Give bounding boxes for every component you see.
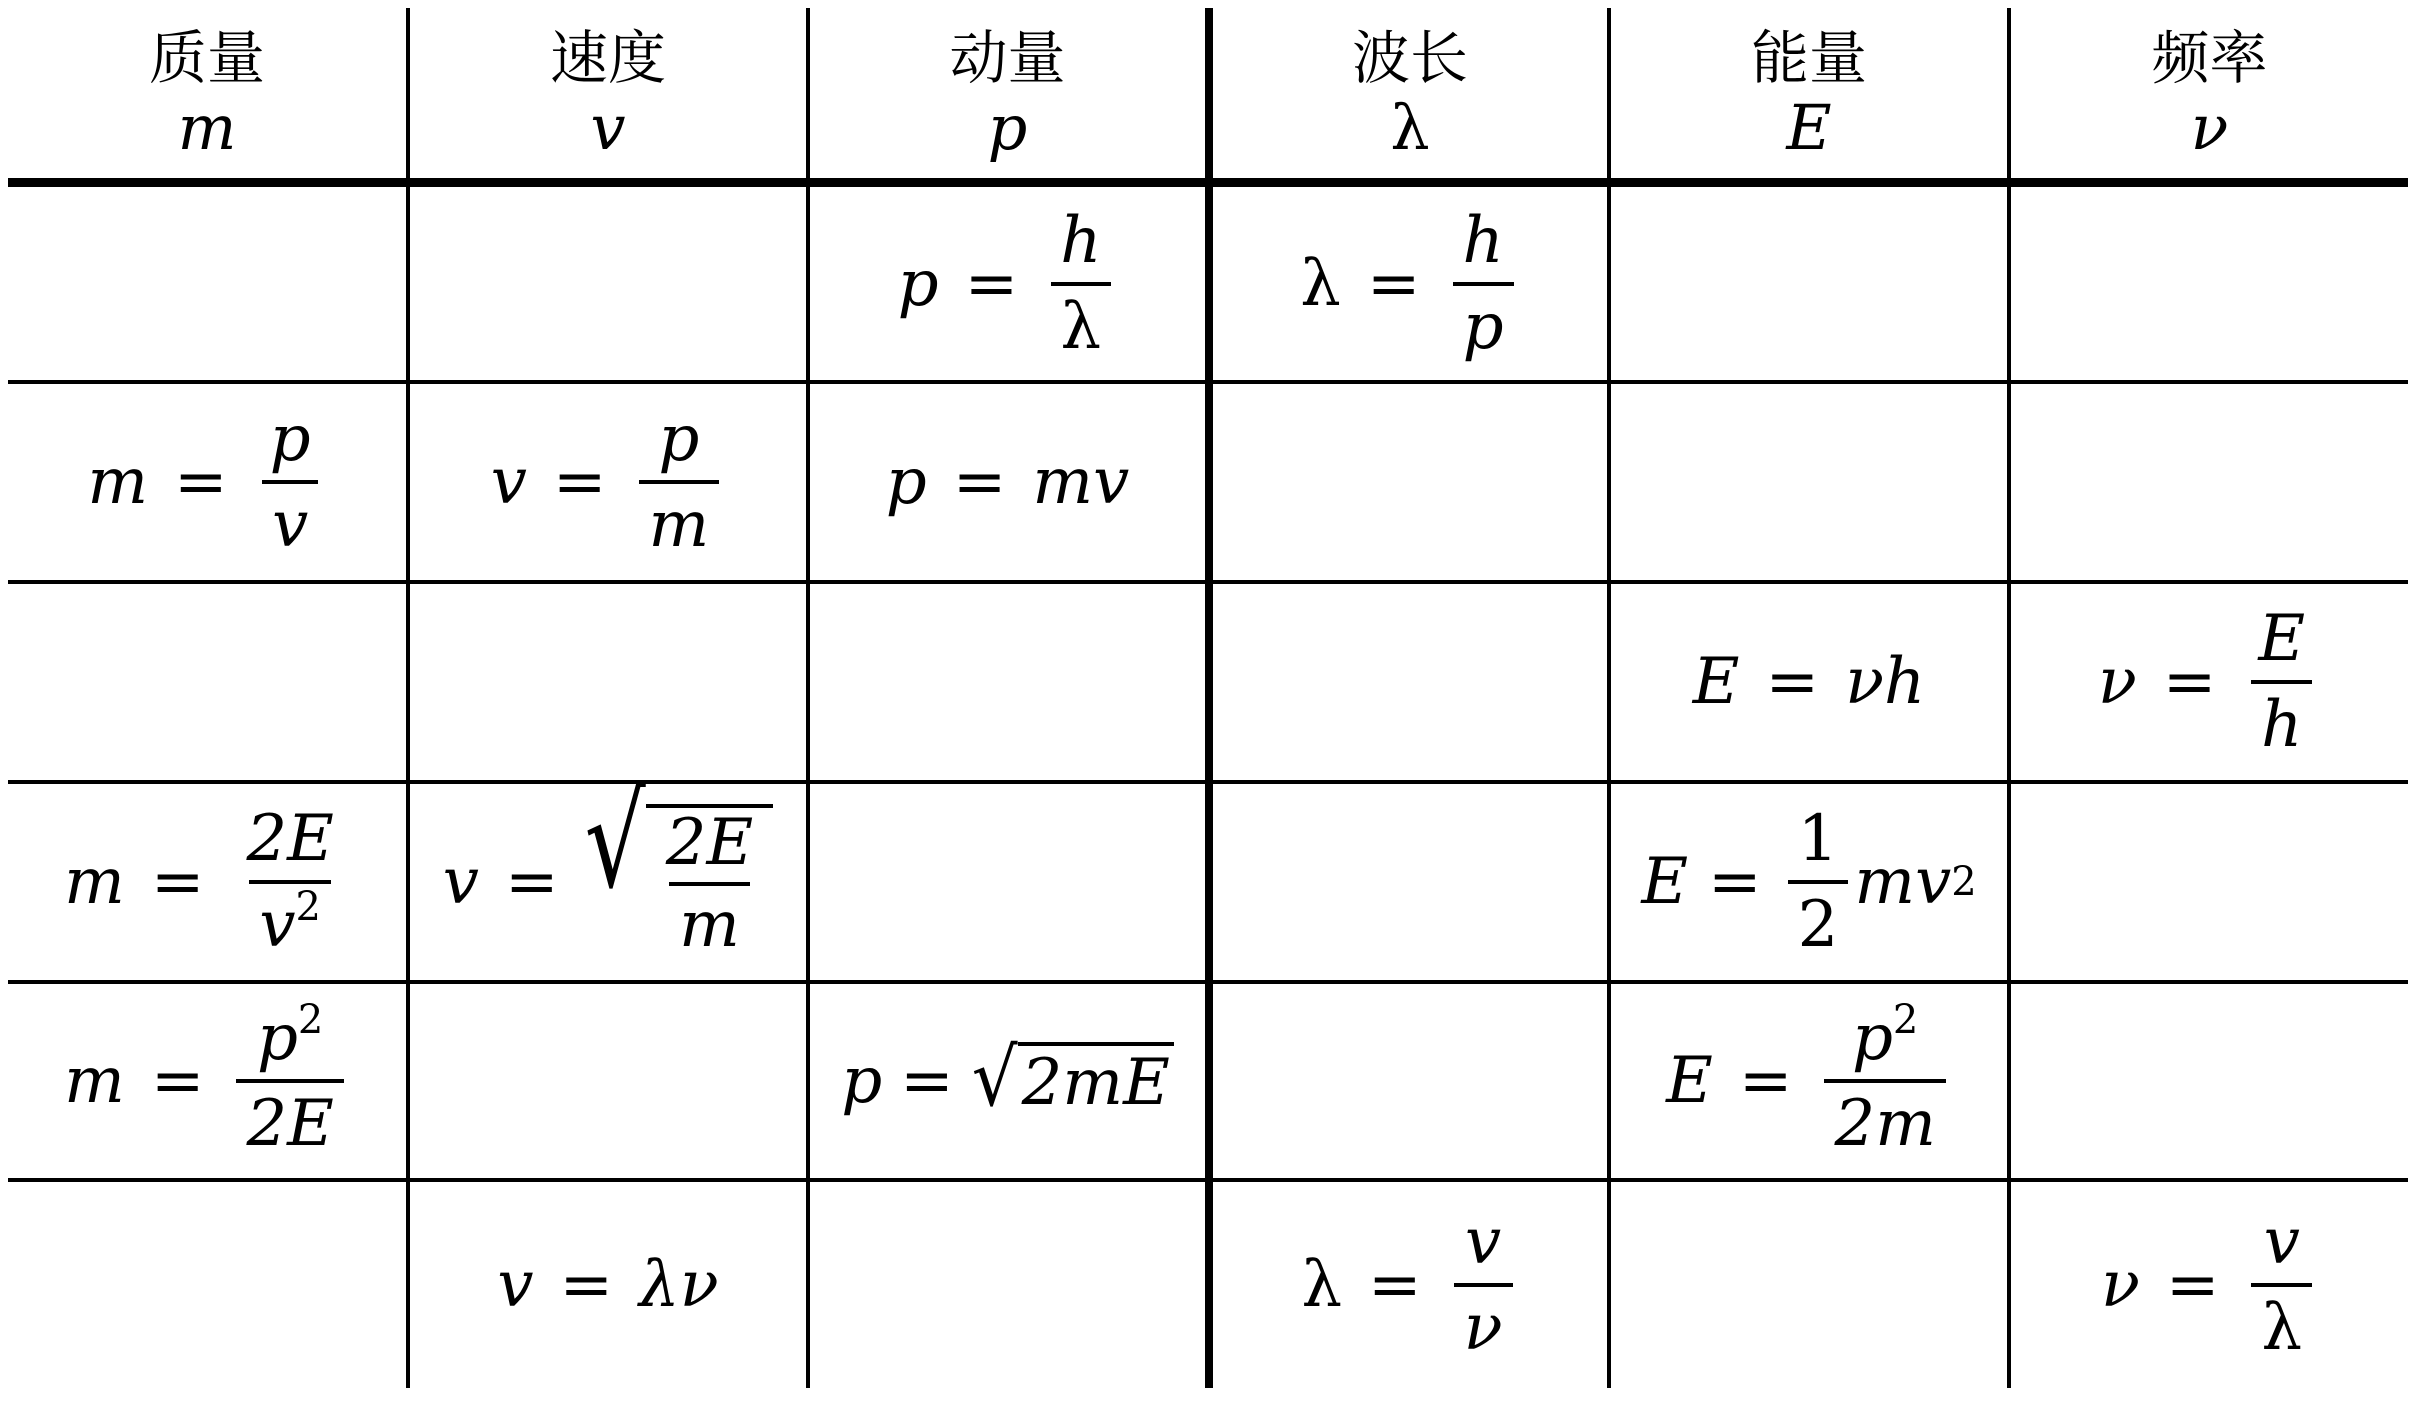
formula-rhs: λν [639,1248,719,1322]
fraction-numerator: v [1465,1205,1502,1279]
header-symbol: m [177,91,237,164]
equals-sign: = [964,246,1019,321]
formula-lhs: p [841,1044,883,1118]
fraction-numerator: 2E [665,806,754,880]
header-label: 动量 [949,24,1066,92]
exponent: 2 [1892,997,1919,1043]
formula-velocity-from-energy [442,765,773,962]
formula-lhs: λ [1301,1248,1343,1322]
fraction-numerator: h [1462,203,1504,278]
cell-r3c6 [2011,584,2408,780]
equals-sign: = [150,845,205,919]
formula-energy-from-momentum [1666,997,1952,1161]
equals-sign: = [1708,845,1762,919]
square-root [584,765,774,962]
fraction-denominator [249,880,331,962]
formula-rhs: mv [1032,445,1130,519]
formula-rhs: νh [1845,645,1926,719]
header-label: 速度 [549,24,666,92]
equals-sign: = [174,445,228,519]
exponent: 2 [295,884,321,930]
formula-lhs: E [1641,845,1689,919]
cell-r1c4 [1213,187,1607,380]
square-root [971,1031,1174,1124]
equals-sign: = [559,1248,614,1322]
formula-wavelength-from-frequency [1301,1205,1518,1365]
fraction-denominator: 2 [1788,880,1849,962]
fraction [236,802,343,962]
formula-energy-from-frequency [1693,645,1925,719]
formula-mass-from-momentum-energy [64,997,350,1161]
header-symbol: ν [2190,91,2229,164]
formula-wavelength-from-momentum [1300,204,1519,364]
fraction-numerator: E [2258,602,2306,676]
fraction-denominator: m [669,882,750,960]
header-label: 频率 [2151,24,2268,92]
fraction-numerator [247,997,333,1079]
formula-momentum-from-wavelength [898,204,1118,364]
equals-sign: = [1368,1248,1422,1322]
formula-momentum-from-energy [841,1031,1174,1124]
formula-frequency-from-energy [2098,602,2321,762]
fraction [639,402,720,562]
fraction-denominator: h [2251,680,2312,762]
header-mass [8,10,406,176]
formula-lhs: v [442,845,479,919]
header-velocity [410,10,806,176]
fraction [236,997,343,1161]
header-divider-thick [8,178,2408,187]
fraction-denominator: ν [1454,1283,1513,1365]
equals-sign: = [2162,645,2217,719]
formula-lhs: λ [1300,246,1341,321]
cell-r6c4 [1213,1182,1607,1388]
cell-r4c2 [410,765,806,980]
equals-sign: = [952,445,1007,519]
formula-lhs: ν [2097,645,2137,719]
fraction-numerator: h [1060,203,1102,278]
fraction-denominator: p [1453,282,1514,364]
denominator-base: v [259,888,296,962]
header-frequency [2011,10,2408,176]
formula-mass-from-momentum [87,402,326,562]
fraction-denominator: v [262,480,318,562]
equals-sign: = [1366,246,1421,321]
formula-lhs: m [87,445,149,519]
header-symbol: v [590,91,626,164]
cell-r6c6 [2011,1182,2408,1388]
cell-r5c3 [810,984,1205,1178]
equals-sign: = [552,445,607,519]
fraction [1454,1205,1513,1365]
header-energy [1611,10,2007,176]
formula-lhs: m [64,1044,125,1118]
fraction-denominator: 2m [1824,1079,1945,1161]
equals-sign: = [1765,645,1820,719]
cell-r5c1 [8,984,406,1178]
formula-lhs: E [1666,1044,1713,1118]
fraction-denominator: λ [2251,1283,2312,1365]
formula-velocity-from-momentum [491,402,725,562]
fraction [656,808,763,960]
header-label: 能量 [1750,24,1867,92]
formula-lhs: v [497,1248,534,1322]
formula-tail: mv [1854,845,1952,919]
fraction [1824,997,1945,1161]
formula-kinetic-energy: E = $\frac{1}{2}$ mv 2 [1641,802,1977,962]
cell-r4c5 [1611,784,2007,980]
header-label: 波长 [1351,24,1468,92]
formula-lhs: ν [2100,1248,2140,1322]
cell-r2c3 [810,384,1205,580]
radical-sign-icon: √ [971,1031,1018,1124]
equals-sign: = [504,845,559,919]
numerator-base: p [256,1001,298,1075]
fraction-denominator: m [639,480,720,562]
radicand: 2mE [1018,1042,1174,1120]
equals-sign: = [900,1044,954,1118]
cell-r3c5 [1611,584,2007,780]
formula-frequency-from-wavelength [2101,1205,2318,1365]
cell-r5c5 [1611,984,2007,1178]
fraction [1452,204,1513,364]
fraction-numerator: v [2263,1205,2300,1279]
fraction-numerator: p [269,402,311,476]
formula-momentum-definition [886,445,1129,519]
numerator-base: p [1851,1001,1893,1075]
equals-sign: = [2165,1248,2220,1322]
formula-lhs: p [897,246,939,321]
cell-r1c3 [810,187,1205,380]
header-wavelength [1213,10,1607,176]
formula-lhs: v [490,445,527,519]
exponent: 2 [297,997,324,1043]
fraction-numerator [1842,997,1928,1079]
formula-mass-from-energy [64,802,350,962]
fraction [260,402,321,562]
formula-lhs: m [64,845,125,919]
fraction [1050,204,1111,364]
formula-wave-velocity [497,1248,718,1322]
formula-lhs: E [1692,645,1740,719]
radical-sign-icon: √ [584,765,646,918]
equals-sign: = [1738,1044,1793,1118]
fraction [2251,1205,2312,1365]
header-momentum [810,10,1205,176]
fraction [1788,802,1849,962]
fraction-numerator: p [658,402,700,476]
cell-r4c1 [8,784,406,980]
fraction [2248,602,2315,762]
cell-r6c2 [410,1182,806,1388]
formula-lhs: p [885,445,927,519]
header-symbol: λ [1390,91,1430,164]
cell-r2c1 [8,384,406,580]
header-symbol: E [1786,91,1832,164]
fraction-numerator: 1 [1797,802,1839,876]
cell-r2c2 [410,384,806,580]
header-label: 质量 [148,24,265,92]
header-symbol: p [987,91,1028,164]
fraction-numerator: 2E [246,802,334,876]
equals-sign: = [150,1044,205,1118]
fraction-denominator: λ [1051,282,1112,364]
fraction-denominator: 2E [236,1079,343,1161]
radicand [646,804,773,960]
